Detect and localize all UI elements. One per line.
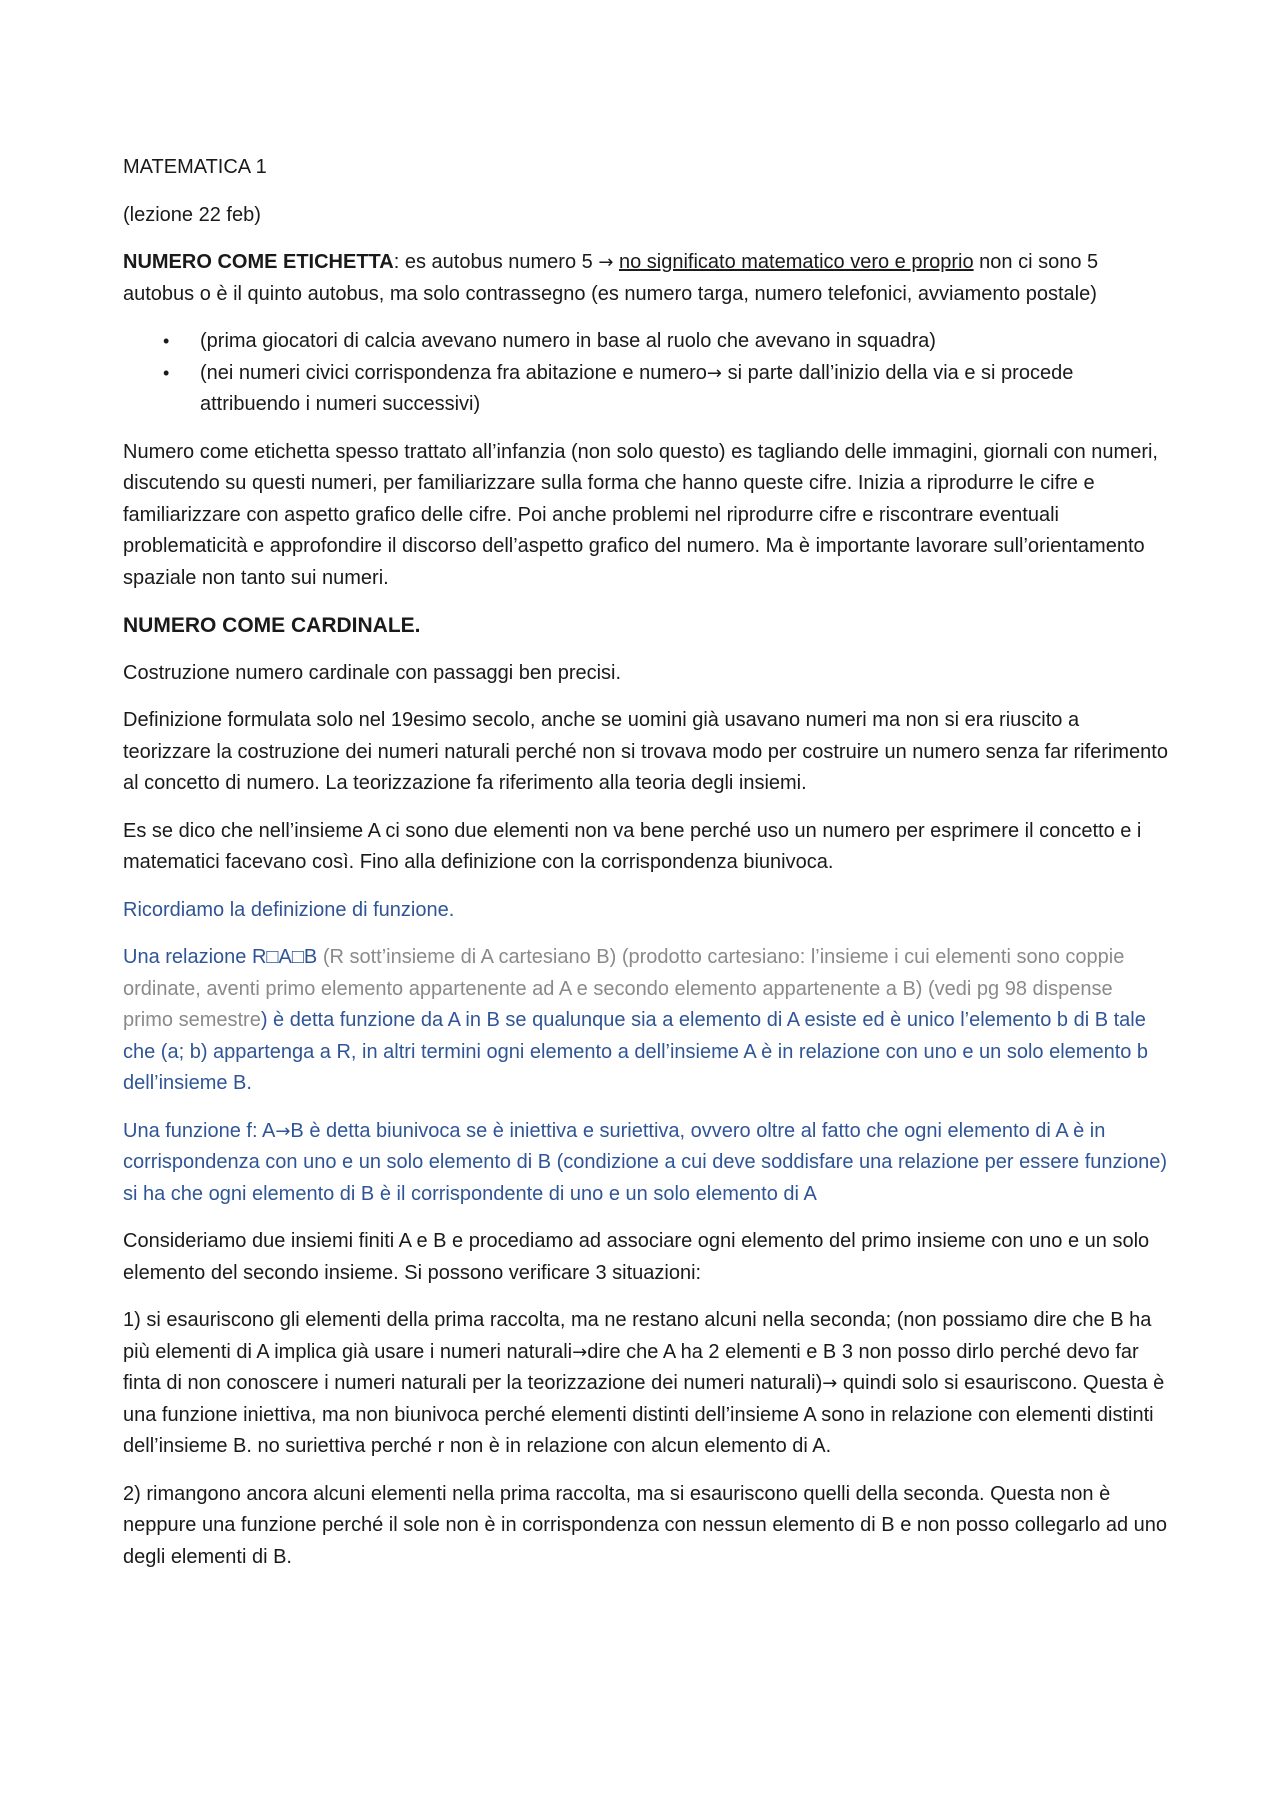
infanzia-paragraph: Numero come etichetta spesso trattato all’infanzia (non solo questo) es tagliando delle immagini, giornali con numeri, discutendo su questi numeri, per familiarizzare sulla forma che hanno queste cifre. Inizia a riprodurre le cifre e familiarizzare con aspetto grafico delle cifre. Poi anche problemi nel riprodurre cifre e riscontrare eventuali problematicità e approfondire il discorso dell’aspetto grafico del numero. Ma è importante lavorare sull’orientamento spaziale non tanto sui numeri. [123, 440, 1158, 589]
biunivoca-rest: B è detta biunivoca se è iniettiva e suriettiva, ovvero oltre al fatto che ogni elemento di A è in corrispondenza con uno e un solo elemento di B (condizione a cui deve soddisfare una relazione per essere funzione) si ha che ogni elemento di B è il corrispondente di uno e un solo elemento di A [123, 1119, 1167, 1205]
etichetta-text: : es autobus numero 5 [393, 251, 599, 273]
caso2-paragraph: 2) rimangono ancora alcuni elementi nella prima raccolta, ma si esauriscono quelli della seconda. Questa non è neppure una funzione perché il sole non è in corrispondenza con nessun elemento di B e non posso collegarlo ad uno degli elementi di B. [123, 1482, 1168, 1568]
biunivoca-paragraph [123, 1116, 1168, 1211]
consideriamo-paragraph: Consideriamo due insiemi finiti A e B e procediamo ad associare ogni elemento del primo insieme con uno e un solo elemento del secondo insieme. Si possono verificare 3 situazioni: [123, 1230, 1150, 1284]
relazione-end: ) è detta funzione da A in B se qualunque sia a elemento di A esiste ed è unico l’elemento b di B tale che (a; b) appartenga a R, in altri termini ogni elemento a dell’insieme A è in relazione con uno e un solo elemento b dell’insieme B. [123, 1009, 1149, 1094]
esempio-paragraph: Es se dico che nell’insieme A ci sono due elementi non va bene perché uso un numero per esprimere il concetto e i matematici facevano così. Fino alla definizione con la corrispondenza biunivoca. [123, 819, 1142, 873]
bullet-text: si parte dall’inizio della via e si procede attribuendo i numeri successivi) [200, 361, 1074, 415]
caso1-text: quindi solo si esauriscono. Questa è una funzione iniettiva, ma non biunivoca perché elementi distinti dell’insieme A sono in relazione con elementi distinti dell’insieme B. no suriettiva perché r non è in relazione con alcun elemento di A. [123, 1372, 1165, 1457]
relazione-paragraph [123, 942, 1168, 1100]
arrow-icon: → [598, 252, 614, 273]
document-page [123, 152, 1168, 1589]
bullet-list [123, 326, 1168, 421]
etichetta-label: NUMERO COME ETICHETTA [123, 251, 394, 273]
list-item [123, 326, 1168, 358]
biunivoca-start: Una funzione f: A [123, 1119, 276, 1142]
relazione-note: (R sott’insieme di A cartesiano B) (prodotto cartesiano: l’insieme i cui elementi sono coppie ordinate, aventi primo elemento appartenente ad A e secondo elemento appartenente a B) (vedi pg 98 dispense primo semestre [123, 946, 1125, 1031]
caso1-paragraph [123, 1305, 1168, 1463]
bullet-icon: • [163, 362, 170, 383]
doc-title: MATEMATICA 1 [123, 156, 267, 178]
bullet-icon: • [163, 331, 170, 351]
etichetta-paragraph [123, 247, 1168, 310]
definizione-paragraph: Definizione formulata solo nel 19esimo secolo, anche se uomini già usavano numeri ma non si era riuscito a teorizzare la costruzione dei numeri naturali perché non si trovava modo per costruire un numero senza far riferimento al concetto di numero. La teorizzazione fa riferimento alla teoria degli insiemi. [123, 709, 1168, 794]
etichetta-underlined: no significato matematico vero e proprio [618, 251, 974, 273]
list-item [123, 358, 1168, 421]
costruzione-paragraph: Costruzione numero cardinale con passaggi ben precisi. [123, 661, 622, 684]
relazione-start: Una relazione R□A□B [123, 946, 323, 968]
arrow-icon: → [706, 362, 723, 384]
lesson-date: (lezione 22 feb) [123, 203, 261, 226]
caso1-text: 1) si esauriscono gli elementi della prima raccolta, ma ne restano alcuni nella seconda; (non possiamo dire che B ha più elementi di A implica già usare i numeri naturali [123, 1309, 1152, 1363]
ricordiamo-paragraph: Ricordiamo la definizione di funzione. [123, 898, 455, 921]
arrow-icon: → [822, 1373, 838, 1394]
etichetta-rest: non ci sono 5 autobus o è il quinto autobus, ma solo contrassegno (es numero targa, numero telefonici, avviamento postale) [123, 251, 1099, 305]
bullet-text: (prima giocatori di calcia avevano numero in base al ruolo che avevano in squadra) [200, 330, 936, 352]
cardinale-heading: NUMERO COME CARDINALE. [123, 614, 421, 637]
arrow-icon: → [275, 1120, 291, 1142]
arrow-icon: → [572, 1341, 588, 1363]
caso1-text: dire che A ha 2 elementi e B 3 non posso dirlo perché devo far finta di non conoscere i numeri naturali per la teorizzazione dei numeri naturali) [123, 1340, 1139, 1394]
bullet-text: (nei numeri civici corrispondenza fra abitazione e numero [200, 361, 707, 384]
